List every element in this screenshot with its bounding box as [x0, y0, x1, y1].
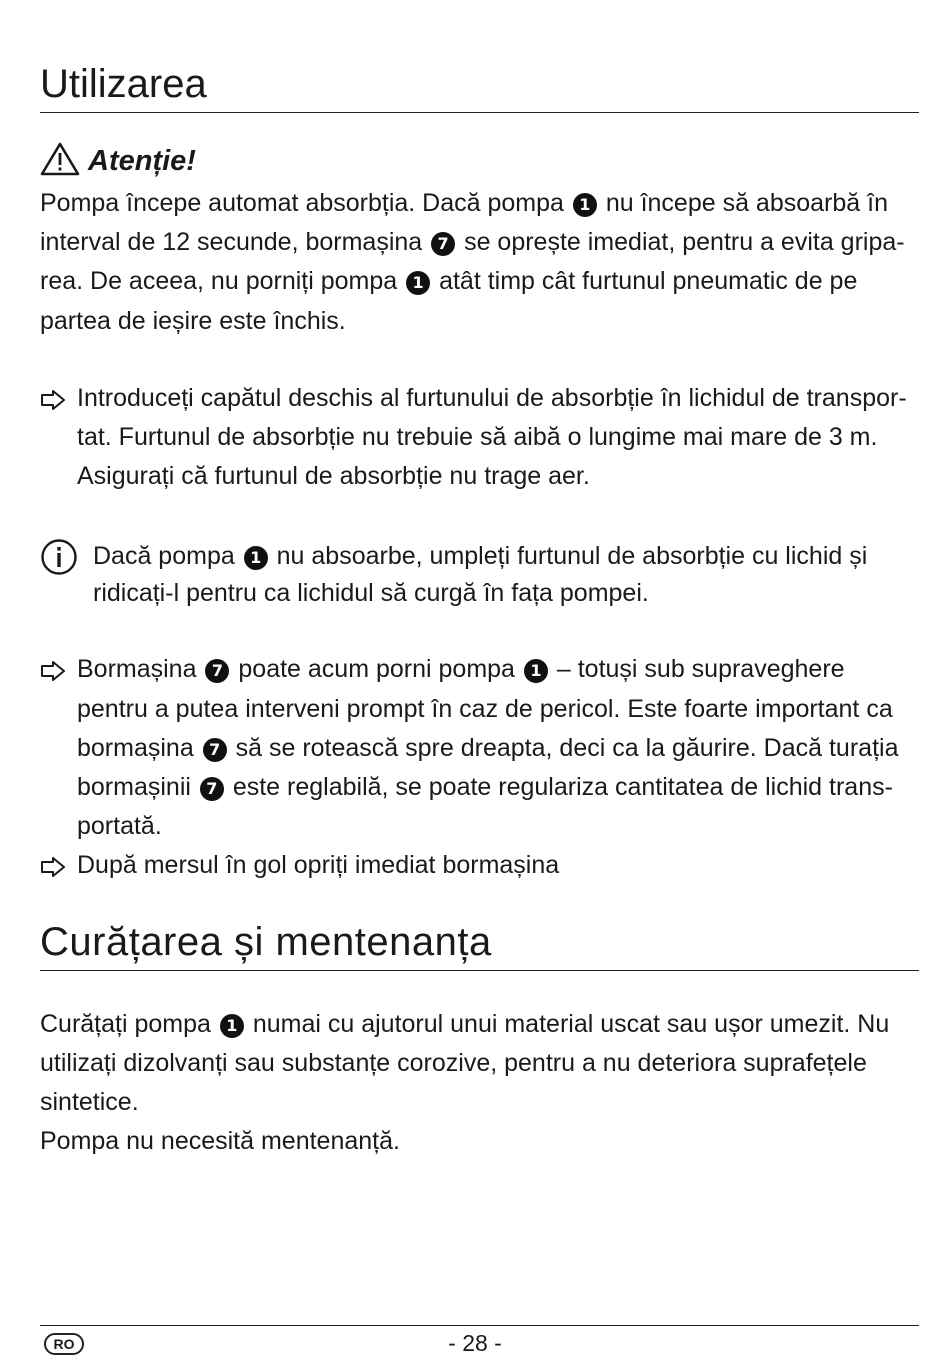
cleaning-paragraph: Curățați pompa 1 numai cu ajutorul unui material uscat sau ușor umezit. Nu utilizați dizolvanți sau substanțe corozive, pentru a nu deteriora suprafețele sintetice.	[40, 1009, 890, 1117]
arrow-right-icon	[40, 650, 77, 686]
instruction-step	[40, 650, 919, 846]
ref-number-pump: 1	[406, 271, 430, 295]
info-icon	[40, 538, 93, 581]
section-heading-curatarea: Curățarea și mentenanța	[40, 918, 919, 971]
instruction-step	[40, 846, 919, 885]
ref-number-drill: 7	[203, 738, 227, 762]
ref-number-pump: 1	[573, 193, 597, 217]
ref-number-drill: 7	[200, 777, 224, 801]
ref-number-pump: 1	[220, 1014, 244, 1038]
warning-title: Atenție!	[88, 144, 196, 177]
warning-triangle-icon	[40, 142, 80, 181]
info-note	[40, 538, 919, 612]
page-content	[40, 0, 919, 1161]
warning-title-row	[40, 141, 919, 181]
ref-number-drill: 7	[205, 659, 229, 683]
instruction-text: După mersul în gol opriți imediat bormașina	[77, 851, 560, 880]
arrow-right-icon	[40, 379, 77, 415]
instruction-text: Bormașina 7 poate acum porni pompa 1 – totuși sub supraveghere pentru a putea interveni prompt în caz de pericol. Este foarte important ca bormașina 7 să se rotească spre dreapta, deci ca la găurire. Dacă turația bormașinii 7 este reglabilă, se poate regulariza cantitatea de lichid trans-portată.	[77, 655, 899, 841]
arrow-right-icon	[40, 846, 77, 882]
instruction-text: Introduceți capătul deschis al furtunului de absorbție în lichidul de transpor-tat. Furtunul de absorbție nu trebuie să aibă o lungime mai mare de 3 m. Asigurați că furtunul de absorbție nu trage aer.	[77, 383, 907, 491]
maintenance-paragraph: Pompa nu necesită mentenanță.	[40, 1127, 400, 1156]
language-badge: RO	[44, 1333, 84, 1355]
instruction-step	[40, 379, 919, 497]
ref-number-pump: 1	[524, 659, 548, 683]
section-heading-utilizarea: Utilizarea	[40, 0, 919, 113]
ref-number-drill: 7	[431, 232, 455, 256]
info-text: Dacă pompa 1 nu absoarbe, umpleți furtunul de absorbție cu lichid și ridicați-l pentru ca lichidul să curgă în fața pompei.	[93, 542, 868, 608]
ref-number-pump: 1	[244, 546, 268, 570]
warning-paragraph: Pompa începe automat absorbția. Dacă pompa 1 nu începe să absoarbă în interval de 12 secunde, bormașina 7 se oprește imediat, pentru a evita gripa-rea. De aceea, nu porniți pompa 1 atât timp cât furtunul pneumatic de pe partea de ieșire este închis.	[40, 189, 905, 335]
page-number: - 28 -	[448, 1330, 502, 1356]
footer-divider	[40, 1325, 919, 1326]
